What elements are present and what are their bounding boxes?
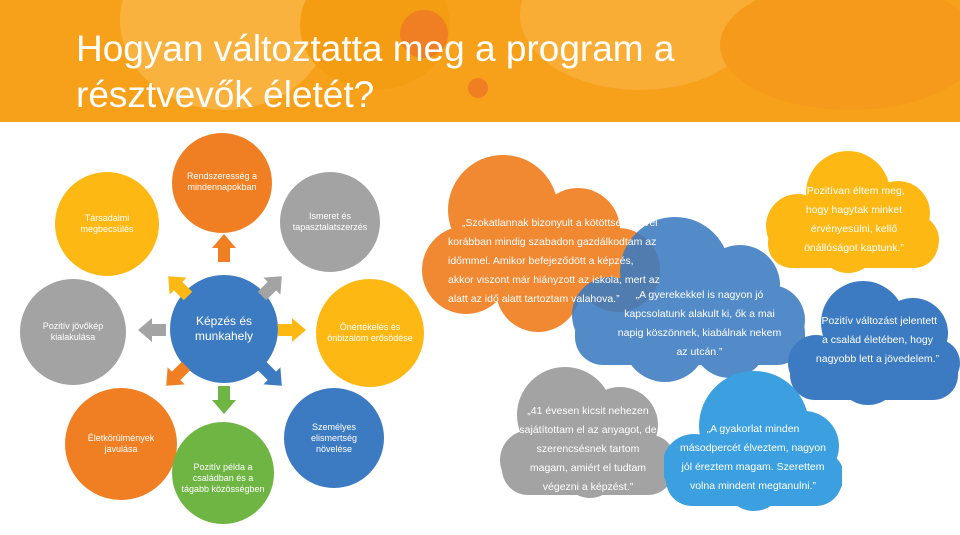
quote-gyerekekkel: „A gyerekekkel is nagyon jó kapcsolatunk alakult ki, ők a mai napig köszönnek, kiabálnak nekem az utcán.” xyxy=(617,289,782,358)
arrow-down-left xyxy=(158,358,195,395)
arrow-down xyxy=(212,386,236,414)
arrow-down-right xyxy=(254,358,291,395)
arrow-up-left xyxy=(160,268,197,305)
arrow-left xyxy=(138,318,166,342)
node-label: Rendszeresség a mindennapokban xyxy=(186,171,258,192)
node-label: Pozitív jövőkép kialakulása xyxy=(42,321,104,342)
quote-pozitivan: „Pozitívan éltem meg, hogy hagytak minket érvényesülni, kellő önállóságot kaptunk.” xyxy=(803,185,905,254)
slide-title: Hogyan változtatta meg a program a résztvevők életét? xyxy=(76,28,675,115)
node-label: Társadalmi megbecsülés xyxy=(80,213,134,234)
center-label: Képzés és munkahely xyxy=(194,314,254,343)
quote-pozitiv-valtozas: „Pozitív változást jelentett a család életében, hogy nagyobb lett a jövedelem.” xyxy=(815,315,940,365)
node-label: Ismeret és tapasztalatszerzés xyxy=(292,211,368,232)
node-label: Önértékelés és önbizalom erősödése xyxy=(327,322,413,343)
quote-gyakorlat: „A gyakorlat minden másodpercét élveztem, nagyon jól éreztem magam. Szerettem volna mindent megtanulni.” xyxy=(680,423,826,492)
quote-41-evesen: „41 évesen kicsit nehezen sajátítottam el az anyagot, de szerencsésnek tartom magam, amiért el tudtam végezni a képzést.” xyxy=(519,405,657,493)
arrow-up xyxy=(212,234,236,262)
node-label: Személyes elismertség növelése xyxy=(310,421,357,454)
node-label: Életkörülmények javulása xyxy=(87,433,155,454)
quote-szokatlannak: „Szokatlannak bizonyult a kötöttség, mivel korábban mindig szabadon gazdálkodtam az időmmel. Amikor befejeződött a képzés, akkor viszont már hiányzott az iskola, mert az alatt az idő alatt tartoztam valahova.” xyxy=(448,217,660,305)
arrow-right xyxy=(278,318,306,342)
arrow-up-right xyxy=(254,268,291,305)
node-label: Pozitív példa a családban és a tágabb közösségben xyxy=(181,462,265,494)
